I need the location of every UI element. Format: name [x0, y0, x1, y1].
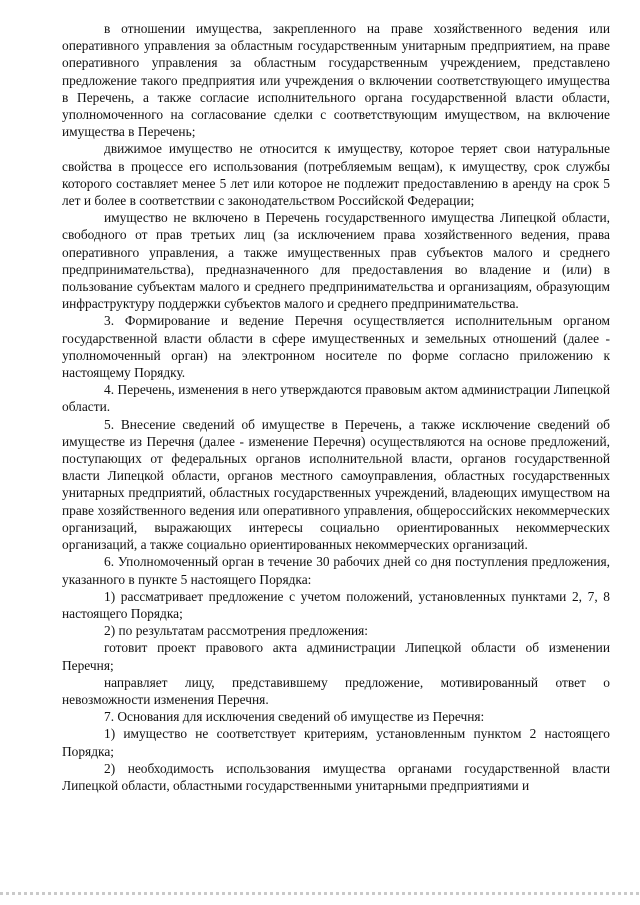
paragraph-9: 2) по результатам рассмотрения предложения:	[104, 623, 369, 639]
paragraph-3: имущество не включено в Перечень государственного имущества Липецкой области, свободного от прав третьих лиц (за исключением права хозяйственного ведения, права оперативного управления, а также имущественных прав субъектов малого и среднего предпринимательства), предназначенного для предоставления во владение и (или) в пользование субъектам малого и среднего предпринимательства и организациям, образующим инфраструктуру поддержки субъектов малого и среднего предпринимательства.	[62, 210, 610, 312]
document-body	[62, 20, 610, 794]
paragraph-7: 6. Уполномоченный орган в течение 30 рабочих дней со дня поступления предложения, указанного в пункте 5 настоящего Порядка:	[62, 554, 610, 587]
paragraph-13: 1) имущество не соответствует критериям, установленным пунктом 2 настоящего Порядка;	[62, 726, 610, 759]
paragraph-2: движимое имущество не относится к имуществу, которое теряет свои натуральные свойства в процессе его использования (потребляемым вещам), к имуществу, срок службы которого составляет менее 5 лет или которое не подлежит предоставлению в аренду на срок 5 лет и более в соответствии с законодательством Российской Федерации;	[62, 141, 610, 209]
paragraph-11: направляет лицу, представившему предложение, мотивированный ответ о невозможности изменения Перечня.	[62, 674, 610, 707]
paragraph-4: 3. Формирование и ведение Перечня осуществляется исполнительным органом государственной власти области в сфере имущественных и земельных отношений (далее - уполномоченный орган) на электронном носителе по форме согласно приложению к настоящему Порядку.	[62, 313, 610, 381]
paragraph-8: 1) рассматривает предложение с учетом положений, установленных пунктами 2, 7, 8 настоящего Порядка;	[62, 588, 610, 621]
paragraph-10: готовит проект правового акта администрации Липецкой области об изменении Перечня;	[62, 640, 610, 673]
page-bottom-edge	[0, 892, 640, 895]
paragraph-6: 5. Внесение сведений об имуществе в Перечень, а также исключение сведений об имуществе из Перечня (далее - изменение Перечня) осуществляются на основе предложений, поступающих от федеральных органов исполнительной власти, органов государственной власти Липецкой области, органов местного самоуправления, областных государственных унитарных предприятий, областных государственных учреждений, владеющих имуществом на праве хозяйственного ведения или оперативного управления, общероссийских некоммерческих организаций, выражающих интересы социально ориентированных некоммерческих организаций, а также социально ориентированных некоммерческих организаций.	[62, 416, 610, 553]
paragraph-5: 4. Перечень, изменения в него утверждаются правовым актом администрации Липецкой области.	[62, 382, 610, 415]
paragraph-14: 2) необходимость использования имущества органами государственной власти Липецкой области, областными государственными унитарными предприятиями и	[62, 760, 610, 793]
paragraph-12: 7. Основания для исключения сведений об имуществе из Перечня:	[104, 709, 485, 725]
paragraph-1: в отношении имущества, закрепленного на праве хозяйственного ведения или оперативного управления за областным государственным унитарным предприятием, на праве оперативного управления за областным государственным учреждением, представлено предложение такого предприятия или учреждения о включении соответствующего имущества в Перечень, а также согласие исполнительного органа государственной власти области, уполномоченного на согласование сделки с соответствующим имуществом, на включение имущества в Перечень;	[62, 21, 610, 140]
